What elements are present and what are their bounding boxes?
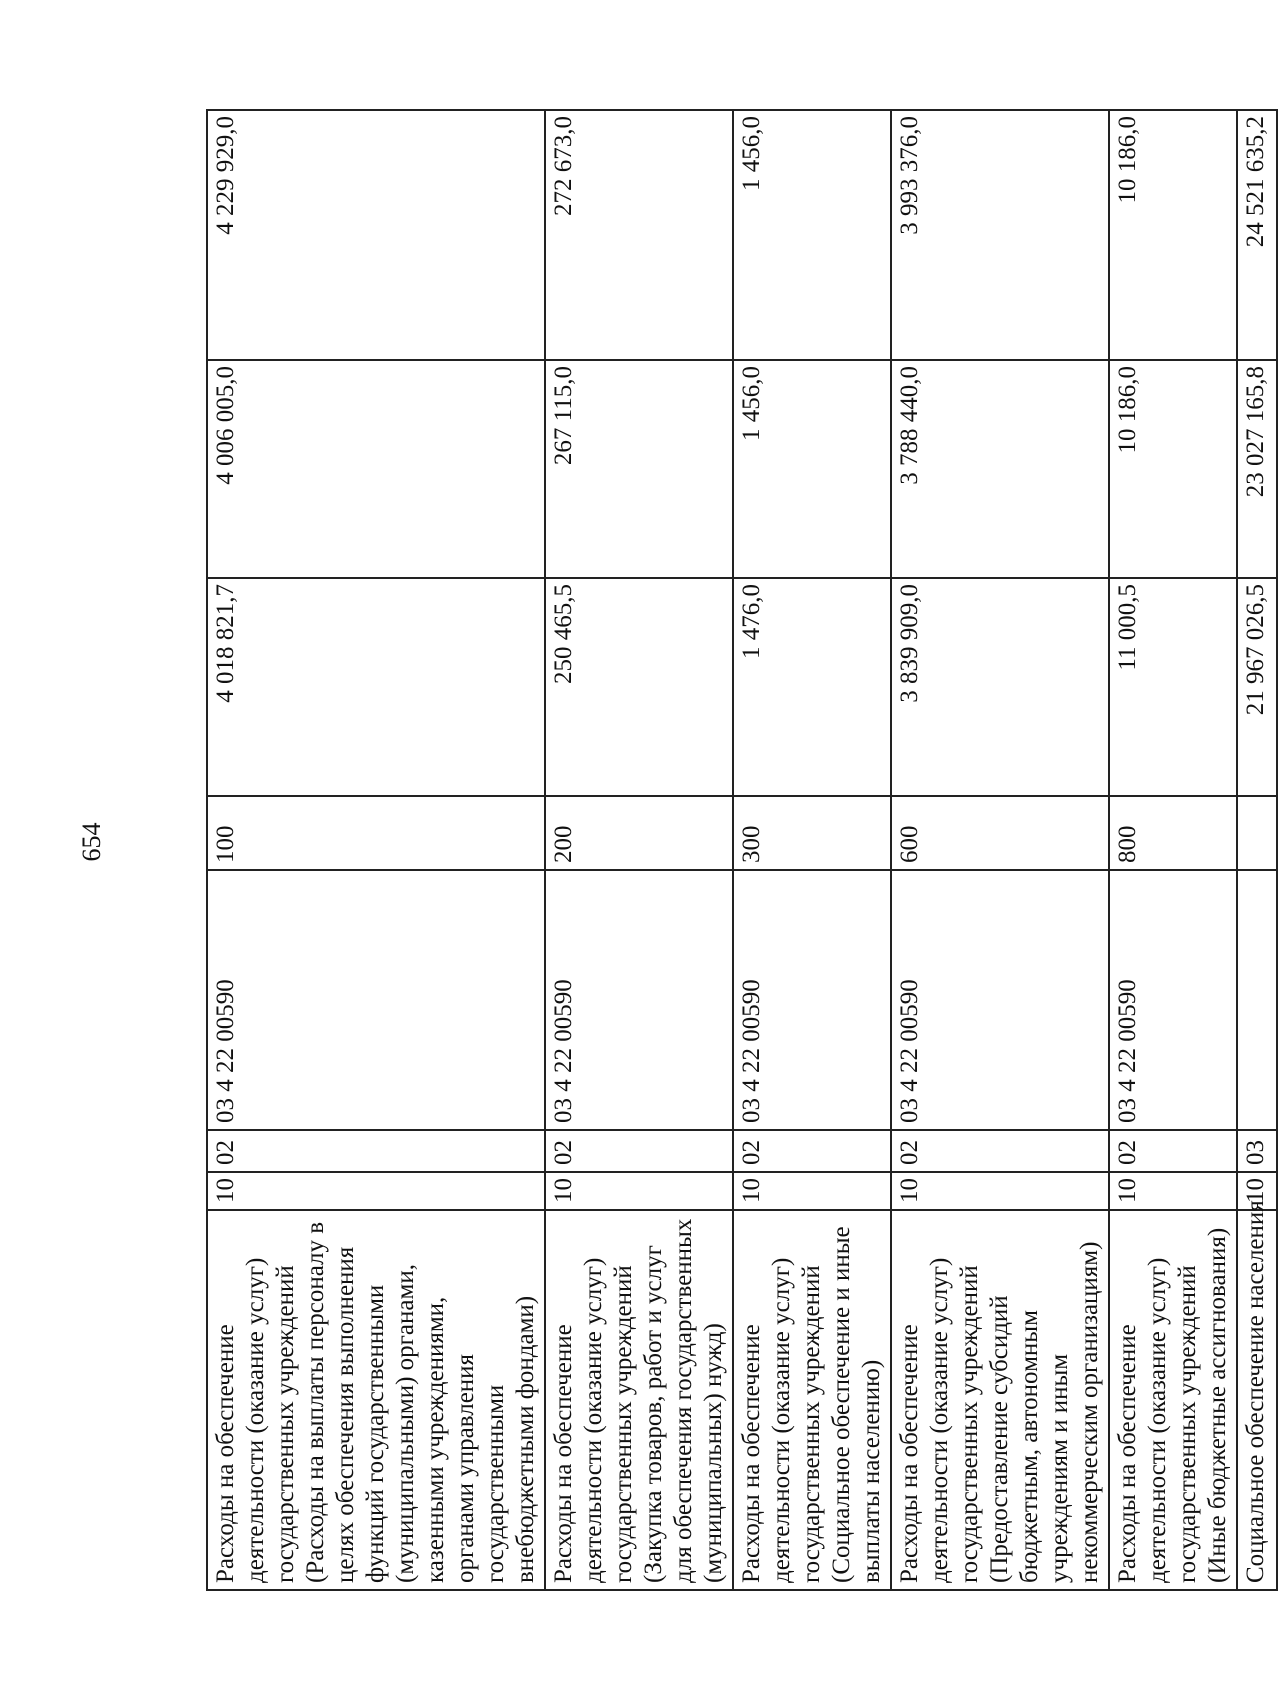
csr-cell: 03 4 22 00590 <box>207 870 545 1130</box>
row-name-cell: Расходы на обеспечение деятельности (оказание услуг) государственных учреждений (Предоставление субсидий бюджетным, автономным учреждениям и иным некоммерческим организациям) <box>891 1210 1109 1590</box>
table-row <box>207 110 545 1590</box>
row-name-cell: Расходы на обеспечение деятельности (оказание услуг) государственных учреждений (Иные бюджетные ассигнования) <box>1109 1210 1237 1590</box>
value-cell-2: 267 115,0 <box>545 360 733 578</box>
pr-cell: 02 <box>891 1130 1109 1172</box>
pr-cell: 03 <box>1237 1130 1277 1172</box>
value-cell-2: 23 027 165,8 <box>1237 360 1277 578</box>
value-cell-1: 250 465,5 <box>545 578 733 796</box>
csr-cell: 03 4 22 00590 <box>891 870 1109 1130</box>
vr-cell: 100 <box>207 796 545 870</box>
pr-cell: 02 <box>207 1130 545 1172</box>
rz-cell: 10 <box>545 1172 733 1210</box>
row-name-cell: Расходы на обеспечение деятельности (оказание услуг) государственных учреждений (Закупка товаров, работ и услуг для обеспечения государственных (муниципальных) нужд) <box>545 1210 733 1590</box>
row-name-cell: Социальное обеспечение населения <box>1237 1210 1277 1590</box>
table-row <box>891 110 1109 1590</box>
value-cell-3: 3 993 376,0 <box>891 110 1109 360</box>
value-cell-2: 10 186,0 <box>1109 360 1237 578</box>
value-cell-2: 4 006 005,0 <box>207 360 545 578</box>
table-row <box>545 110 733 1590</box>
rz-cell: 10 <box>891 1172 1109 1210</box>
table-row <box>1237 110 1277 1590</box>
vr-cell <box>1237 796 1277 870</box>
value-cell-3: 24 521 635,2 <box>1237 110 1277 360</box>
vr-cell: 300 <box>733 796 891 870</box>
value-cell-1: 11 000,5 <box>1109 578 1237 796</box>
rz-cell: 10 <box>1237 1172 1277 1210</box>
value-cell-3: 1 456,0 <box>733 110 891 360</box>
csr-cell: 03 4 22 00590 <box>1109 870 1237 1130</box>
value-cell-1: 21 967 026,5 <box>1237 578 1277 796</box>
value-cell-3: 272 673,0 <box>545 110 733 360</box>
value-cell-1: 3 839 909,0 <box>891 578 1109 796</box>
page-number: 654 <box>77 822 106 862</box>
value-cell-3: 10 186,0 <box>1109 110 1237 360</box>
rz-cell: 10 <box>207 1172 545 1210</box>
row-name-cell: Расходы на обеспечение деятельности (оказание услуг) государственных учреждений (Расходы на выплаты персоналу в целях обеспечения выполнения функций государственными (муниципальными) органами, казенными учреждениями, органами управления государственными внебюджетными фондами) <box>207 1210 545 1590</box>
value-cell-3: 4 229 929,0 <box>207 110 545 360</box>
csr-cell <box>1237 870 1277 1130</box>
vr-cell: 800 <box>1109 796 1237 870</box>
row-name-cell: Расходы на обеспечение деятельности (оказание услуг) государственных учреждений (Социальное обеспечение и иные выплаты населению) <box>733 1210 891 1590</box>
rotated-table-container <box>206 111 1269 1591</box>
budget-table <box>206 109 1278 1591</box>
csr-cell: 03 4 22 00590 <box>545 870 733 1130</box>
value-cell-2: 1 456,0 <box>733 360 891 578</box>
vr-cell: 600 <box>891 796 1109 870</box>
vr-cell: 200 <box>545 796 733 870</box>
value-cell-2: 3 788 440,0 <box>891 360 1109 578</box>
rz-cell: 10 <box>1109 1172 1237 1210</box>
value-cell-1: 4 018 821,7 <box>207 578 545 796</box>
pr-cell: 02 <box>733 1130 891 1172</box>
table-row <box>1109 110 1237 1590</box>
csr-cell: 03 4 22 00590 <box>733 870 891 1130</box>
pr-cell: 02 <box>1109 1130 1237 1172</box>
value-cell-1: 1 476,0 <box>733 578 891 796</box>
pr-cell: 02 <box>545 1130 733 1172</box>
table-row <box>733 110 891 1590</box>
rz-cell: 10 <box>733 1172 891 1210</box>
